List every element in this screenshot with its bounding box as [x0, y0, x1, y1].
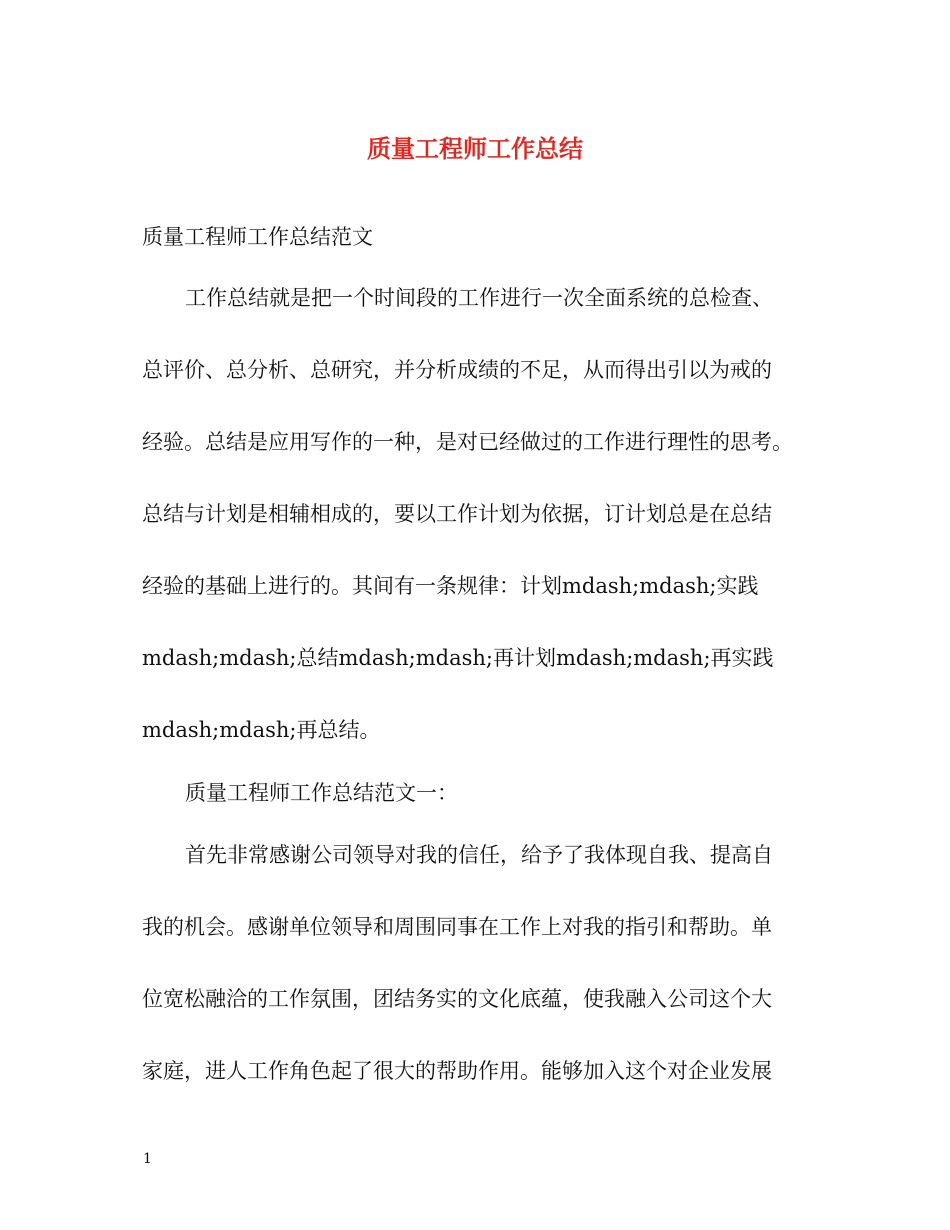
text-line: 家庭，进人工作角色起了很大的帮助作用。能够加入这个对企业发展 — [142, 1059, 772, 1083]
text-line: mdash;mdash;总结mdash;mdash;再计划mdash;mdash;再实践 — [142, 646, 774, 670]
document-title: 质量工程师工作总结 — [367, 135, 583, 163]
text-line: 总结与计划是相辅相成的，要以工作计划为依据，订计划总是在总结 — [142, 502, 772, 526]
section-heading: 质量工程师工作总结范文一： — [185, 781, 458, 805]
text-line: 工作总结就是把一个时间段的工作进行一次全面系统的总检查、 — [185, 286, 773, 310]
text-line: 经验的基础上进行的。其间有一条规律：计划mdash;mdash;实践 — [142, 574, 759, 598]
page-number: 1 — [143, 1151, 152, 1167]
text-line: 位宽松融洽的工作氛围，团结务实的文化底蕴，使我融入公司这个大 — [142, 987, 772, 1011]
text-line: 经验。总结是应用写作的一种，是对已经做过的工作进行理性的思考。 — [142, 430, 793, 454]
text-line: 我的机会。感谢单位领导和周围同事在工作上对我的指引和帮助。单 — [142, 915, 772, 939]
text-line: 总评价、总分析、总研究，并分析成绩的不足，从而得出引以为戒的 — [142, 358, 772, 382]
text-line: mdash;mdash;再总结。 — [142, 718, 381, 742]
text-line: 首先非常感谢公司领导对我的信任，给予了我体现自我、提高自 — [185, 843, 773, 867]
subtitle-line: 质量工程师工作总结范文 — [142, 225, 373, 249]
